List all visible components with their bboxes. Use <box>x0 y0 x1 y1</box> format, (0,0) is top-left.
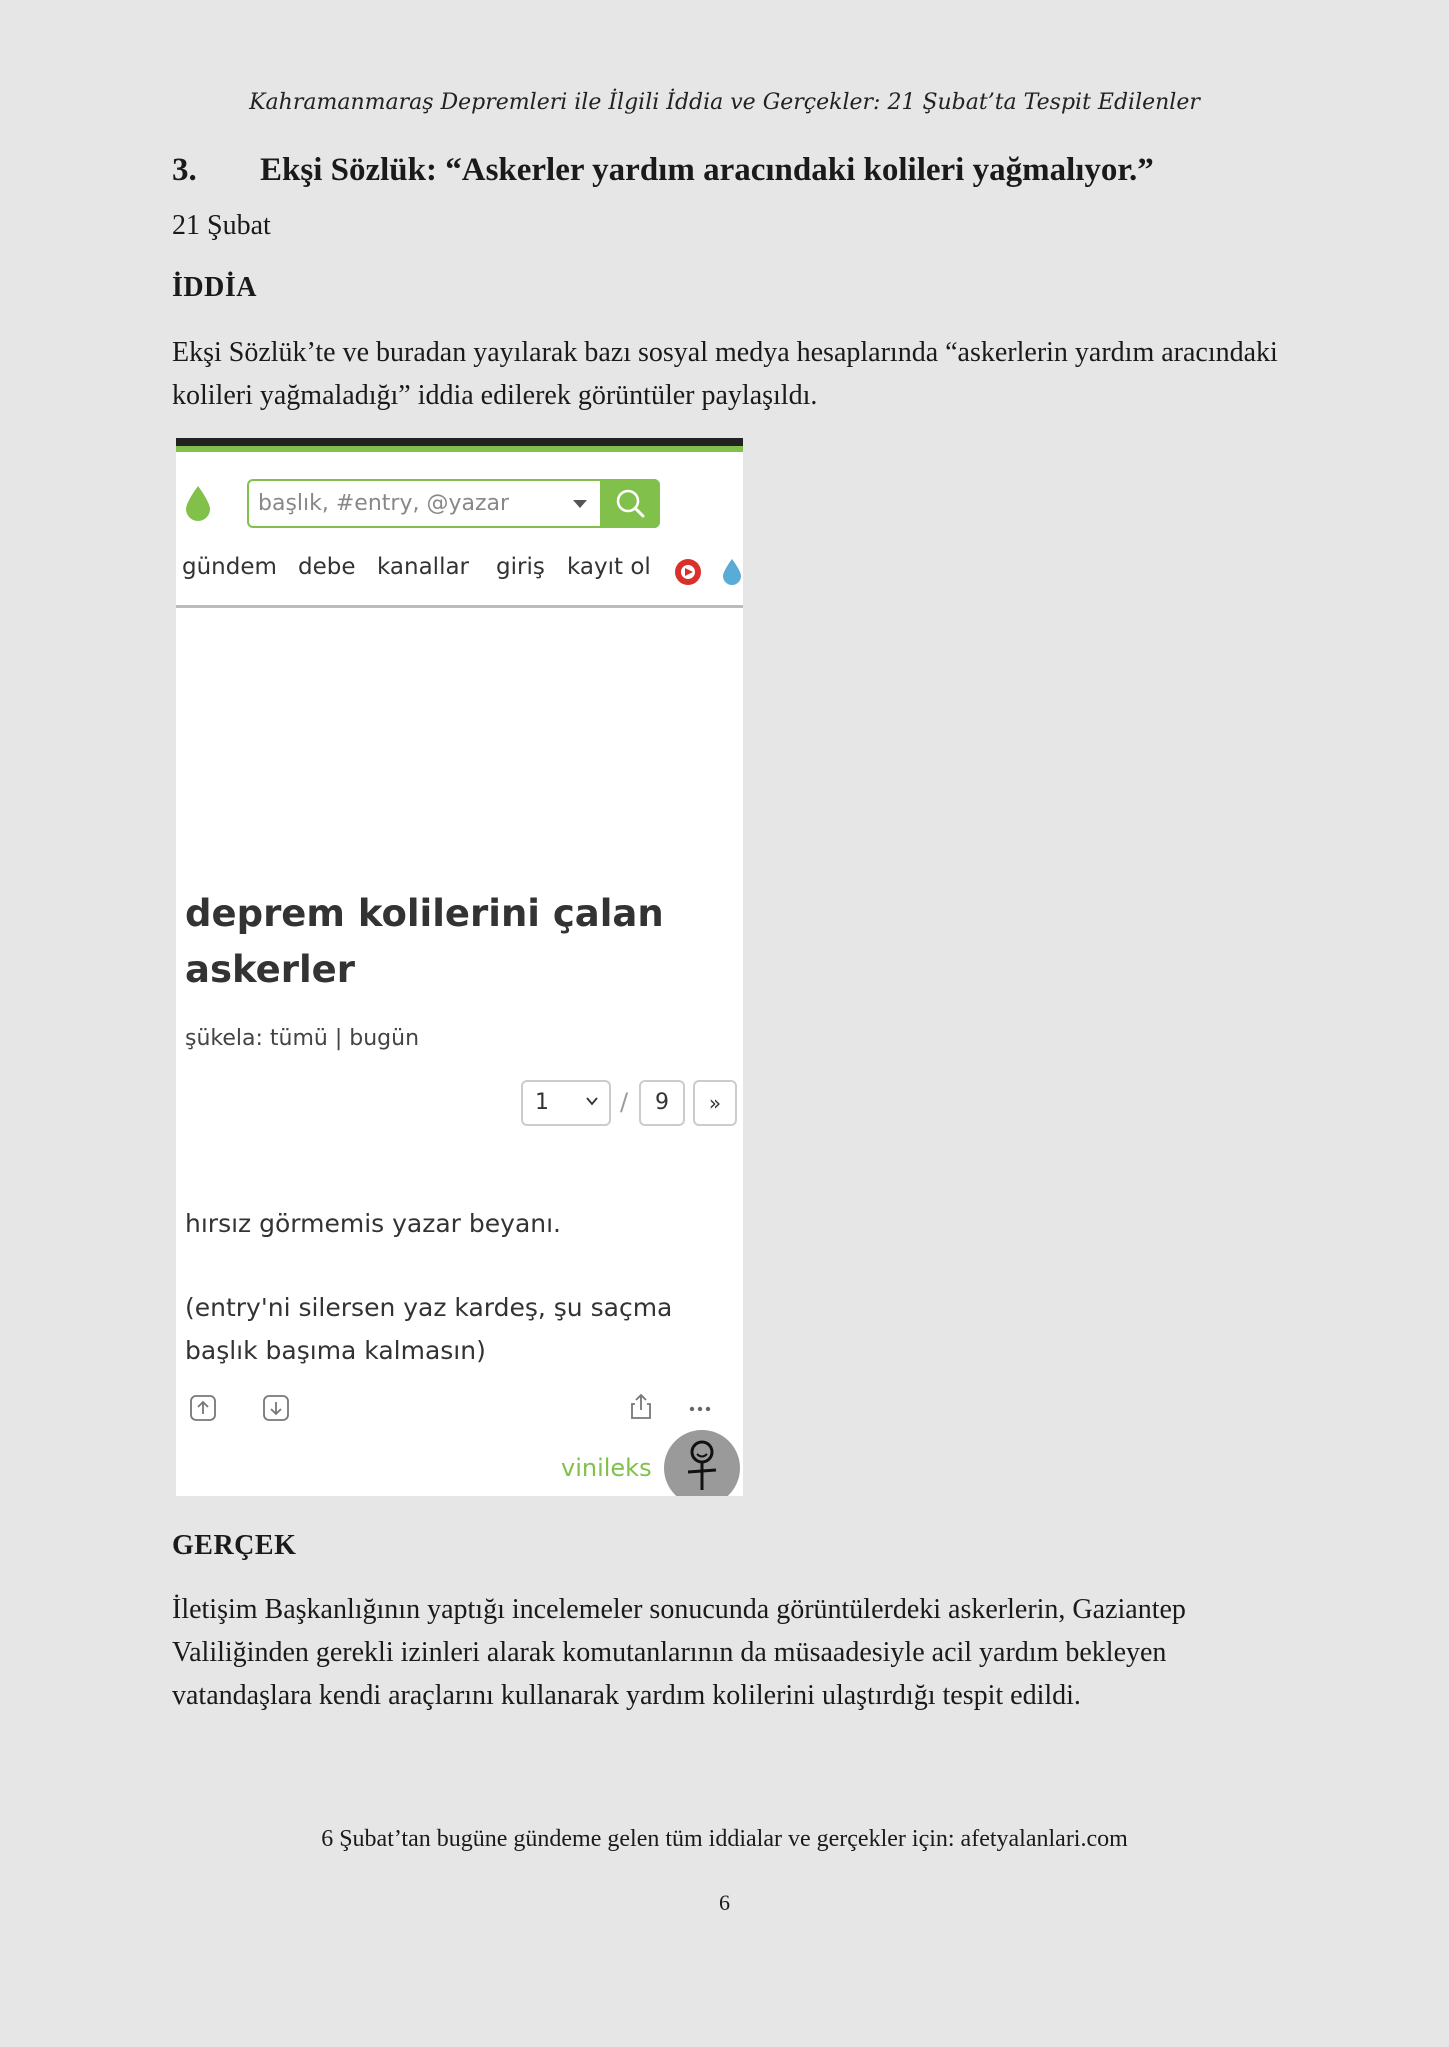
sukela-options[interactable]: tümü | bugün <box>269 1026 420 1051</box>
nav-kanallar[interactable]: kanallar <box>377 554 470 580</box>
top-bar <box>176 438 743 446</box>
running-header: Kahramanmaraş Depremleri ile İlgili İddia ve Gerçekler: 21 Şubat’ta Tespit Edilenler <box>249 90 1200 115</box>
claim-date: 21 Şubat <box>172 210 271 241</box>
nav-debe[interactable]: debe <box>298 554 356 580</box>
footer-link-text: 6 Şubat’tan bugüne gündeme gelen tüm iddialar ve gerçekler için: afetyalanlari.com <box>321 1826 1128 1852</box>
fact-label: GERÇEK <box>172 1530 297 1561</box>
topic-title[interactable]: deprem kolilerini çalan askerler <box>185 892 664 991</box>
search-icon <box>600 479 660 528</box>
sukela-label: şükela: <box>185 1026 263 1051</box>
claim-text: Ekşi Sözlük’te ve buradan yayılarak bazı sosyal medya hesaplarında “askerlerin yardım aracındaki kolileri yağmaladığı” iddia edilerek görüntüler paylaşıldı. <box>172 337 1278 411</box>
search-button[interactable] <box>600 479 660 528</box>
avatar[interactable] <box>664 1430 740 1496</box>
item-number: 3. <box>172 152 197 188</box>
chevron-down-icon <box>585 1094 599 1108</box>
page-separator: / <box>620 1088 629 1116</box>
search-box <box>247 479 660 528</box>
nav-kayit-ol[interactable]: kayıt ol <box>567 554 651 580</box>
nav-giris[interactable]: giriş <box>496 554 545 580</box>
page-current: 1 <box>535 1090 549 1115</box>
page-number: 6 <box>719 1890 730 1915</box>
author-name[interactable]: vinileks <box>561 1454 652 1482</box>
more-icon[interactable] <box>686 1394 714 1422</box>
heading-text: Ekşi Sözlük: “Askerler yardım aracındaki kolileri yağmalıyor.” <box>260 152 1154 188</box>
page-select[interactable] <box>521 1080 611 1126</box>
drop-logo-icon[interactable] <box>184 485 212 521</box>
video-icon[interactable] <box>674 558 702 586</box>
entry-text: hırsız görmemis yazar beyanı. <box>185 1209 562 1238</box>
avatar-figure-icon <box>664 1430 740 1496</box>
claim-label: İDDİA <box>172 272 257 303</box>
chevron-down-icon[interactable] <box>573 500 587 508</box>
nav-gundem[interactable]: gündem <box>182 554 277 580</box>
nav-divider <box>176 605 743 608</box>
top-bar-accent <box>176 446 743 452</box>
downvote-icon[interactable] <box>262 1394 290 1422</box>
fact-text: İletişim Başkanlığının yaptığı incelemeler sonucunda görüntülerdeki askerlerin, Gaziantep Valiliğinden gerekli izinleri alarak komutanlarının da müsaadesiyle acil yardım bekleyen vatandaşlara kendi araçlarını kullanarak yardım kolilerini ulaştırdığı tespit edildi. <box>172 1594 1186 1711</box>
eksi-screenshot <box>176 438 743 1496</box>
section-heading <box>172 152 1154 189</box>
upvote-icon[interactable] <box>189 1394 217 1422</box>
sukela-filter <box>185 1026 419 1051</box>
share-icon[interactable] <box>627 1392 655 1420</box>
search-input[interactable] <box>258 481 558 526</box>
next-page-button[interactable]: » <box>693 1080 737 1126</box>
drop-icon[interactable] <box>722 558 742 586</box>
entry-text-note: (entry'ni silersen yaz kardeş, şu saçma başlık başıma kalmasın) <box>185 1293 673 1365</box>
page-total-button[interactable]: 9 <box>639 1080 685 1126</box>
